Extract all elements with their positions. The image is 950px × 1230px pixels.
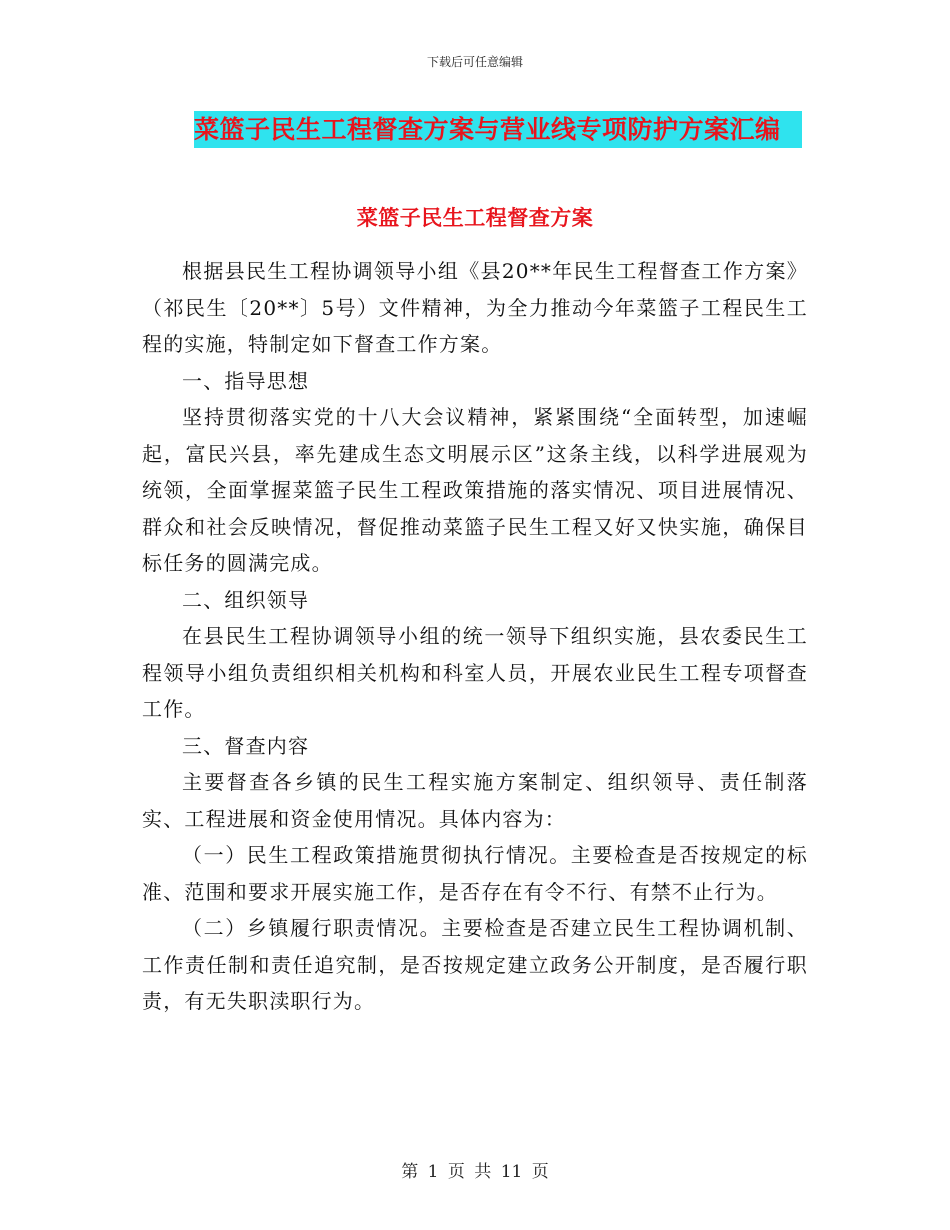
document-title-highlight: [194, 111, 802, 148]
heading-inspection-content: 三、督查内容: [182, 733, 310, 758]
paragraph-item-2: （二）乡镇履行职责情况。主要检查是否建立民生工程协调机制、工作责任制和责任追究制，是否按规定建立政务公开制度，是否履行职责，有无失职渎职行为。: [142, 916, 808, 1013]
document-title: 菜篮子民生工程督查方案与营业线专项防护方案汇编: [194, 115, 781, 144]
heading-guiding-ideology: 一、指导思想: [182, 368, 310, 393]
heading-organization: 二、组织领导: [182, 587, 310, 612]
section-title: 菜篮子民生工程督查方案: [356, 205, 594, 230]
paragraph-organization: 在县民生工程协调领导小组的统一领导下组织实施，县农委民生工程领导小组负责组织相关机构和科室人员，开展农业民生工程专项督查工作。: [142, 624, 808, 721]
document-body: [142, 253, 808, 1020]
paragraph-inspection-content: 主要督查各乡镇的民生工程实施方案制定、组织领导、责任制落实、工程进展和资金使用情况。具体内容为：: [142, 770, 808, 831]
page-number-footer: 第 1 页 共 11 页: [401, 1162, 549, 1182]
page-header-note: 下载后可任意编辑: [426, 55, 523, 69]
paragraph-guiding-ideology: 坚持贯彻落实党的十八大会议精神，紧紧围绕“全面转型，加速崛起，富民兴县，率先建成生态文明展示区”这条主线，以科学进展观为统领，全面掌握菜篮子民生工程政策措施的落实情况、项目进展情况、群众和社会反映情况，督促推动菜篮子民生工程又好又快实施，确保目标任务的圆满完成。: [142, 405, 808, 575]
paragraph-intro: 根据县民生工程协调领导小组《县20**年民生工程督查工作方案》（祁民生〔20**〕5号）文件精神，为全力推动今年菜篮子工程民生工程的实施，特制定如下督查工作方案。: [142, 259, 808, 356]
paragraph-item-1: （一）民生工程政策措施贯彻执行情况。主要检查是否按规定的标准、范围和要求开展实施工作，是否存在有令不行、有禁不止行为。: [142, 843, 808, 904]
